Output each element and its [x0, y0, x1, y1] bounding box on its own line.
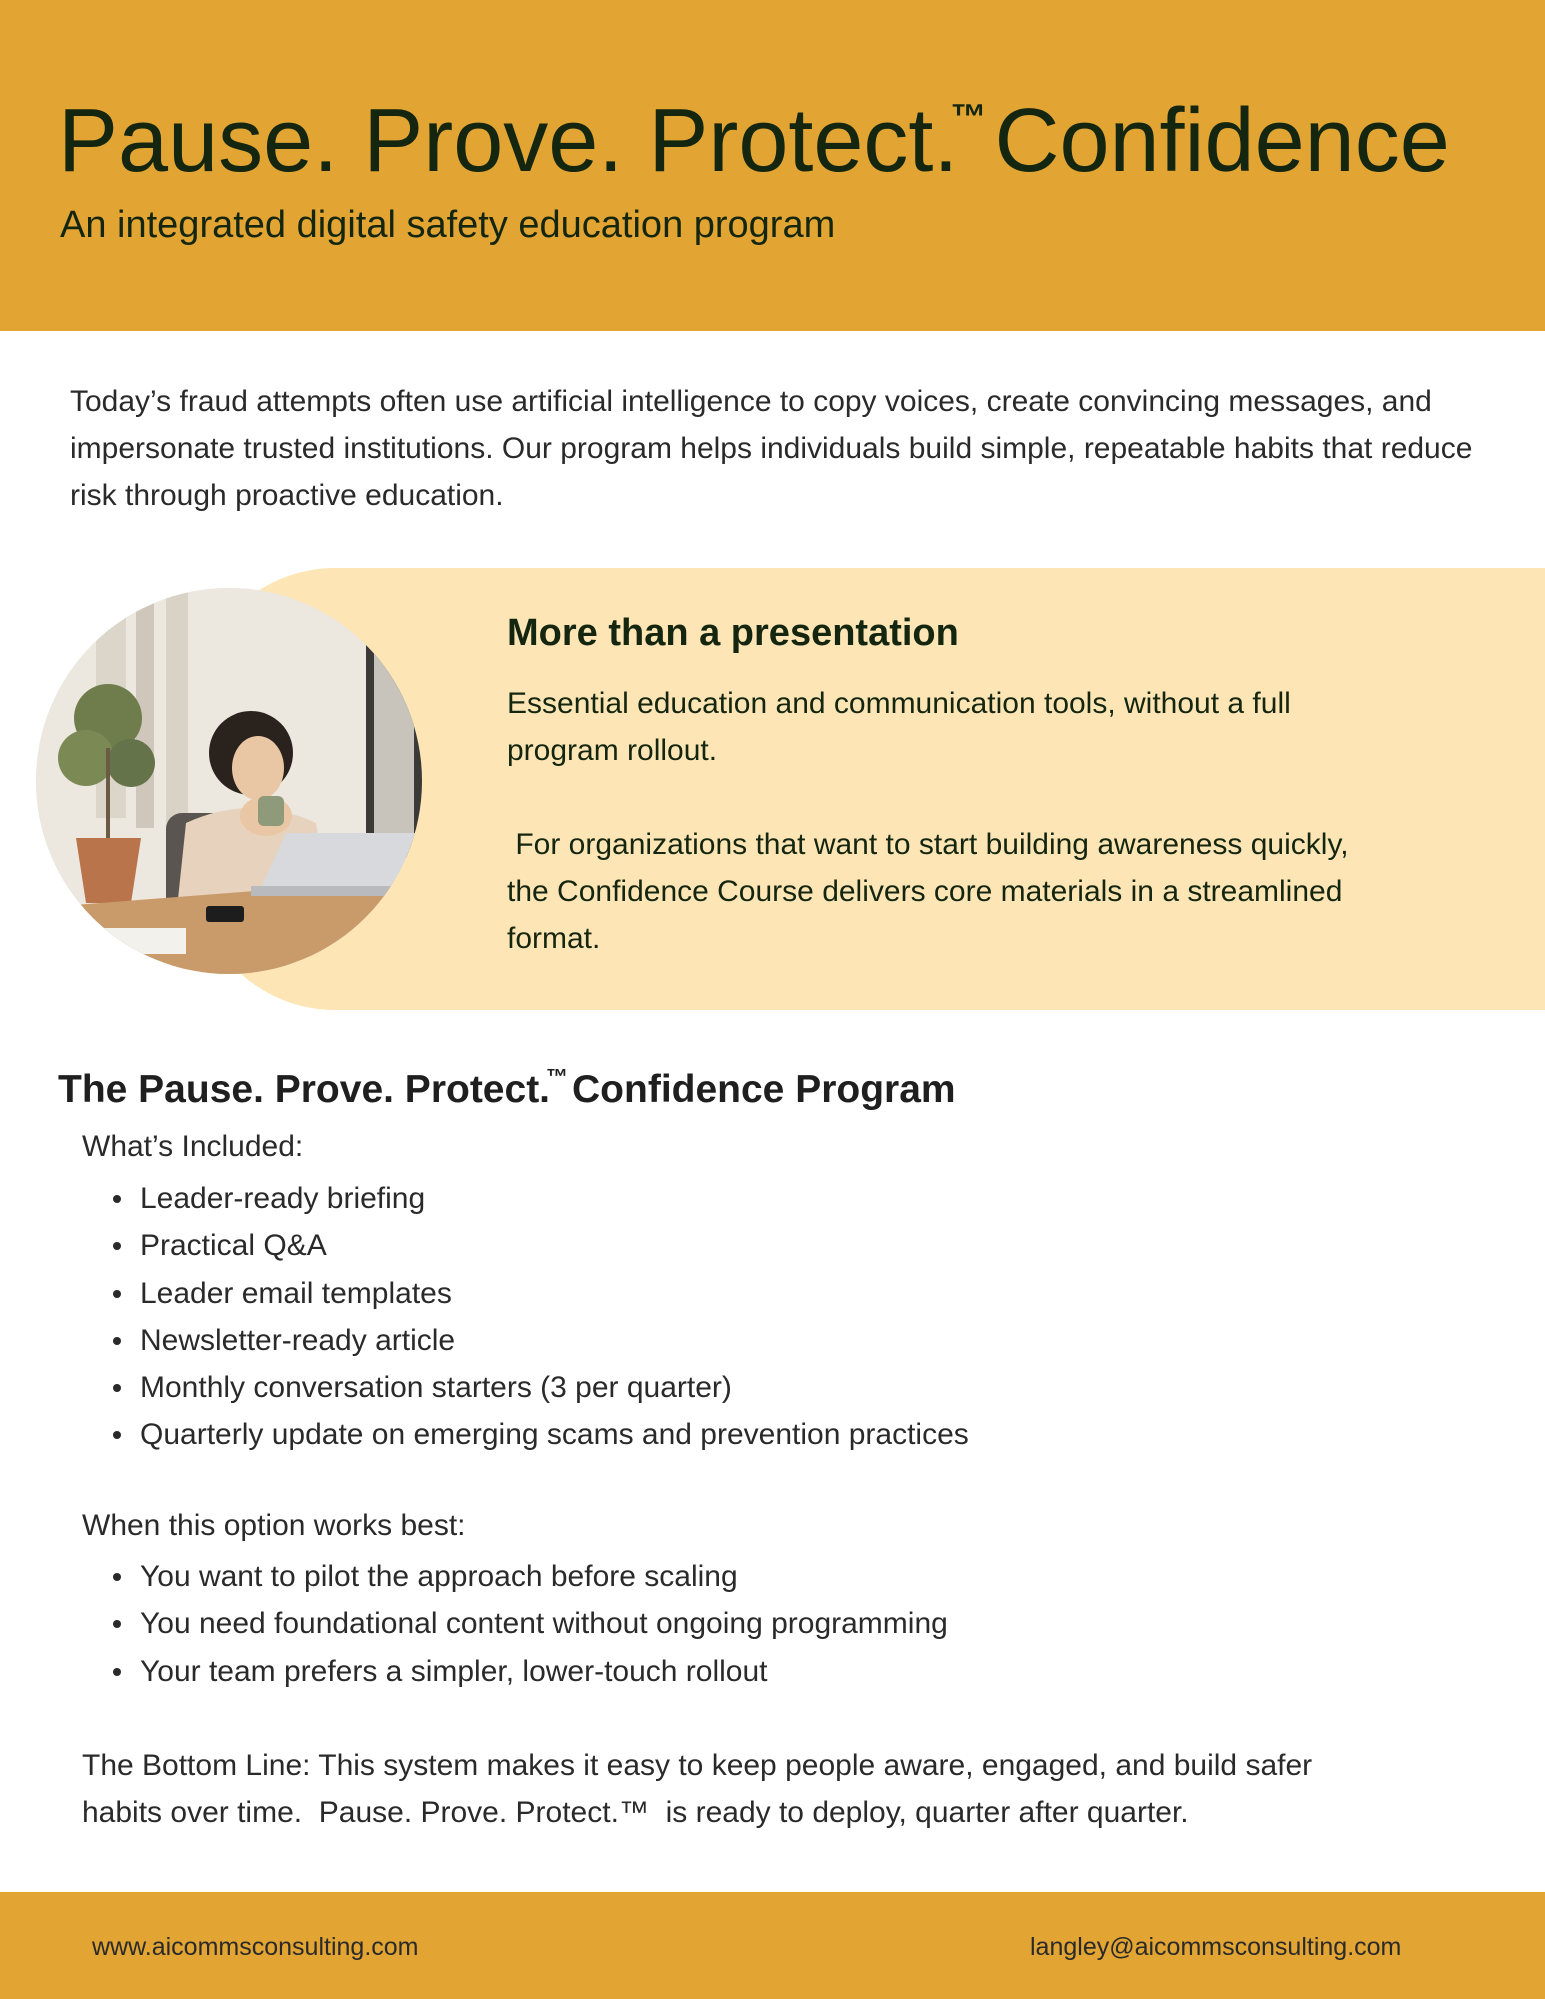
- best-fit-list: [140, 1553, 948, 1695]
- page-subtitle: An integrated digital safety education program: [60, 204, 836, 246]
- intro-paragraph: Today’s fraud attempts often use artificial intelligence to copy voices, create convincing messages, and impersonate trusted institutions. Our program helps individuals build simple, repeatable habits that reduce risk through proactive education.: [70, 385, 1473, 512]
- list-item: You need foundational content without ongoing programming: [140, 1600, 948, 1647]
- list-item: Monthly conversation starters (3 per quarter): [140, 1364, 969, 1411]
- website-link[interactable]: www.aicommsconsulting.com: [92, 1933, 419, 1961]
- trademark-mark: ™: [950, 96, 987, 137]
- list-item: Practical Q&A: [140, 1222, 969, 1269]
- trademark-mark: ™: [546, 1064, 569, 1089]
- email-link[interactable]: langley@aicommsconsulting.com: [1030, 1933, 1402, 1961]
- included-label: What’s Included:: [82, 1130, 304, 1163]
- bottom-line-paragraph: The Bottom Line: This system makes it easy to keep people aware, engaged, and build safer habits over time. Pause. Prove. Protect.™ is ready to deploy, quarter after quarter.: [82, 1749, 1321, 1829]
- feature-heading: More than a presentation: [507, 612, 959, 654]
- list-item: You want to pilot the approach before scaling: [140, 1553, 948, 1600]
- page-title: Pause. Prove. Protect.™Confidence: [58, 91, 1450, 191]
- woman-with-laptop-photo: [36, 588, 422, 974]
- list-item: Newsletter-ready article: [140, 1317, 969, 1364]
- best-fit-label: When this option works best:: [82, 1509, 466, 1542]
- list-item: Leader email templates: [140, 1270, 969, 1317]
- feature-paragraph-2: For organizations that want to start building awareness quickly, the Confidence Course delivers core materials in a streamlined format.: [507, 828, 1357, 955]
- list-item: Quarterly update on emerging scams and prevention practices: [140, 1411, 969, 1458]
- included-list: [140, 1175, 969, 1459]
- list-item: Leader-ready briefing: [140, 1175, 969, 1222]
- list-item: Your team prefers a simpler, lower-touch rollout: [140, 1648, 948, 1695]
- program-title: The Pause. Prove. Protect.™ Confidence Program: [58, 1064, 956, 1111]
- feature-paragraph-1: Essential education and communication tools, without a full program rollout.: [507, 687, 1291, 767]
